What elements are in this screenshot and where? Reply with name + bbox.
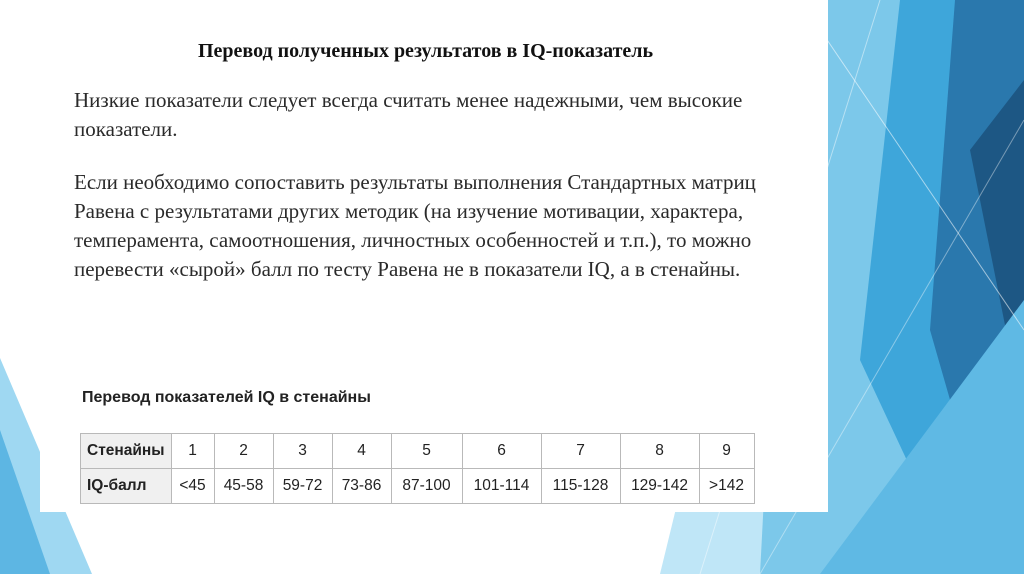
iq-cell: 45-58 xyxy=(214,469,273,504)
iq-cell: 115-128 xyxy=(541,469,620,504)
slide-title: Перевод полученных результатов в IQ-показатель xyxy=(198,40,654,62)
stanine-cell: 5 xyxy=(391,434,462,469)
stanine-cell: 2 xyxy=(214,434,273,469)
iq-cell: 59-72 xyxy=(273,469,332,504)
row-header-stanines: Стенайны xyxy=(81,434,172,469)
stanine-cell: 6 xyxy=(462,434,541,469)
table-caption: Перевод показателей IQ в стенайны xyxy=(82,389,371,406)
paragraph-stanine-conversion: Если необходимо сопоставить результаты выполнения Стандартных матриц Равена с результатами других методик (на изучение мотивации, характера, темперамента, самоотношения, личностных особенностей и т.п.), то можно перевести «сырой» балл по тесту Равена не в показатели IQ, а в стенайны. xyxy=(74,170,756,281)
paragraph-reliability: Низкие показатели следует всегда считать менее надежными, чем высокие показатели. xyxy=(74,88,743,141)
stanine-cell: 9 xyxy=(699,434,754,469)
iq-cell: 129-142 xyxy=(620,469,699,504)
table-row-stanines xyxy=(81,434,755,469)
iq-cell: <45 xyxy=(171,469,214,504)
iq-cell: 87-100 xyxy=(391,469,462,504)
stanine-cell: 1 xyxy=(171,434,214,469)
iq-cell: 73-86 xyxy=(332,469,391,504)
stanine-cell: 4 xyxy=(332,434,391,469)
iq-cell: >142 xyxy=(699,469,754,504)
table-row-iq xyxy=(81,469,755,504)
row-header-iq: IQ-балл xyxy=(81,469,172,504)
iq-cell: 101-114 xyxy=(462,469,541,504)
iq-stanine-table xyxy=(80,433,755,504)
stanine-cell: 3 xyxy=(273,434,332,469)
stanine-cell: 7 xyxy=(541,434,620,469)
stanine-cell: 8 xyxy=(620,434,699,469)
